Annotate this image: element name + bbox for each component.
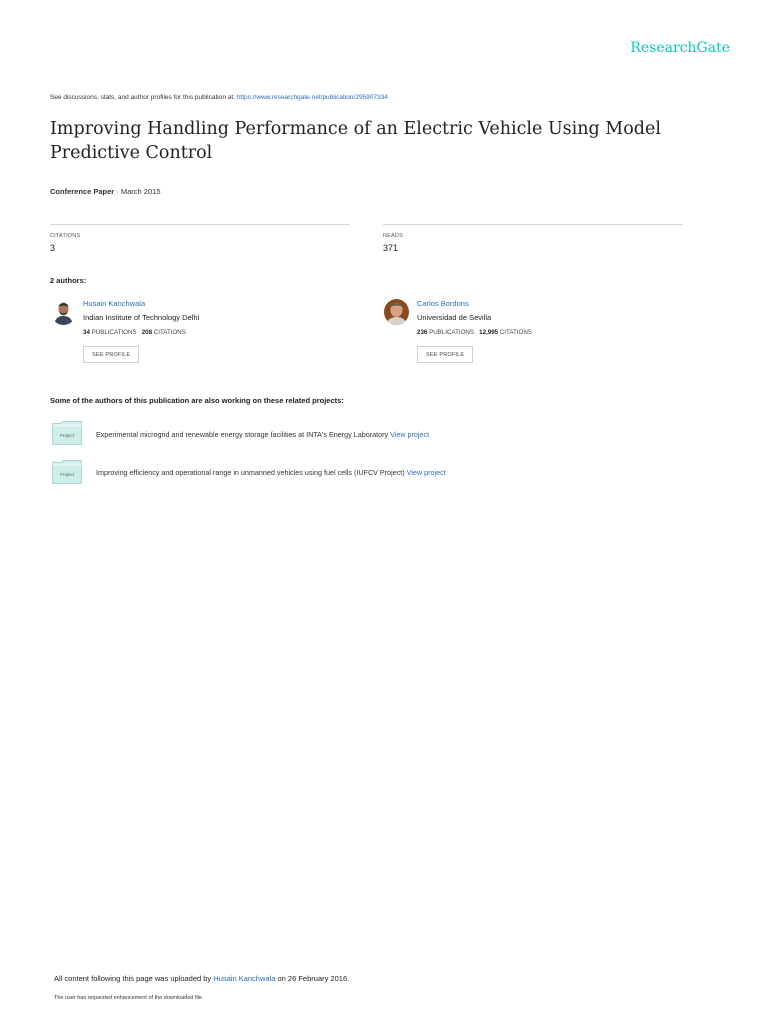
citations-label: CITATIONS — [50, 233, 81, 239]
author-stats — [83, 329, 186, 336]
author-name-link[interactable]: Husain Kanchwala — [83, 299, 146, 308]
project-icon-label: Project — [59, 433, 75, 438]
avatar[interactable] — [51, 299, 76, 325]
author-institution: Indian Institute of Technology Delhi — [83, 313, 200, 322]
author-photo-icon — [51, 299, 76, 325]
publication-meta — [50, 187, 160, 196]
project-folder-icon[interactable] — [52, 460, 82, 484]
upload-note-prefix: All content following this page was uploaded by — [54, 974, 212, 983]
reads-label: READS — [383, 233, 403, 239]
project-item — [96, 468, 446, 477]
author-photo-icon — [384, 299, 409, 325]
uploader-link[interactable]: Husain Kanchwala — [213, 974, 276, 983]
reads-divider — [383, 224, 683, 225]
publication-date: · March 2015 — [116, 187, 161, 196]
project-folder-icon[interactable] — [52, 421, 82, 445]
project-item — [96, 430, 429, 439]
author-citations-count: 12,995 — [479, 329, 499, 336]
project-title: Improving efficiency and operational range in unmanned vehicles using fuel cells (IUFCV Project) — [96, 468, 405, 477]
author-citations-count: 208 — [141, 329, 153, 336]
folder-icon — [52, 460, 82, 484]
discussion-text: See discussions, stats, and author profiles for this publication at: — [50, 94, 235, 101]
publication-title: Improving Handling Performance of an Electric Vehicle Using Model Predictive Control — [50, 119, 661, 163]
author-publications-label: PUBLICATIONS — [429, 329, 474, 336]
view-project-link[interactable]: View project — [406, 468, 446, 477]
related-projects-heading: Some of the authors of this publication are also working on these related projects: — [50, 396, 344, 405]
publication-url-link[interactable]: https://www.researchgate.net/publication/295907334 — [236, 94, 388, 101]
project-icon-label: Project — [59, 472, 75, 477]
author-name-link[interactable]: Carlos Bordons — [417, 299, 469, 308]
view-project-link[interactable]: View project — [390, 430, 430, 439]
citations-divider — [50, 224, 350, 225]
researchgate-logo[interactable]: ResearchGate — [630, 40, 730, 56]
avatar[interactable] — [384, 299, 409, 325]
publication-type: Conference Paper — [50, 187, 115, 196]
upload-note — [54, 974, 349, 983]
see-profile-button[interactable]: SEE PROFILE — [83, 346, 139, 363]
see-profile-button[interactable]: SEE PROFILE — [417, 346, 473, 363]
author-citations-label: CITATIONS — [499, 329, 532, 336]
upload-note-suffix: on 26 February 2016. — [277, 974, 350, 983]
author-institution: Universidad de Sevilla — [417, 313, 492, 322]
author-stats — [417, 329, 532, 336]
author-publications-count: 34 — [83, 329, 90, 336]
author-publications-label: PUBLICATIONS — [91, 329, 137, 336]
enhancement-note: The user has requested enhancement of the downloaded file. — [54, 995, 204, 1001]
project-title: Experimental microgrid and renewable energy storage facilities at INTA's Energy Laboratory — [96, 430, 389, 439]
reads-value: 371 — [383, 243, 399, 253]
authors-heading: 2 authors: — [50, 276, 87, 285]
folder-icon — [52, 421, 82, 445]
citations-value: 3 — [50, 243, 56, 253]
discussion-note — [50, 94, 388, 101]
author-citations-label: CITATIONS — [153, 329, 186, 336]
author-publications-count: 236 — [417, 329, 428, 336]
